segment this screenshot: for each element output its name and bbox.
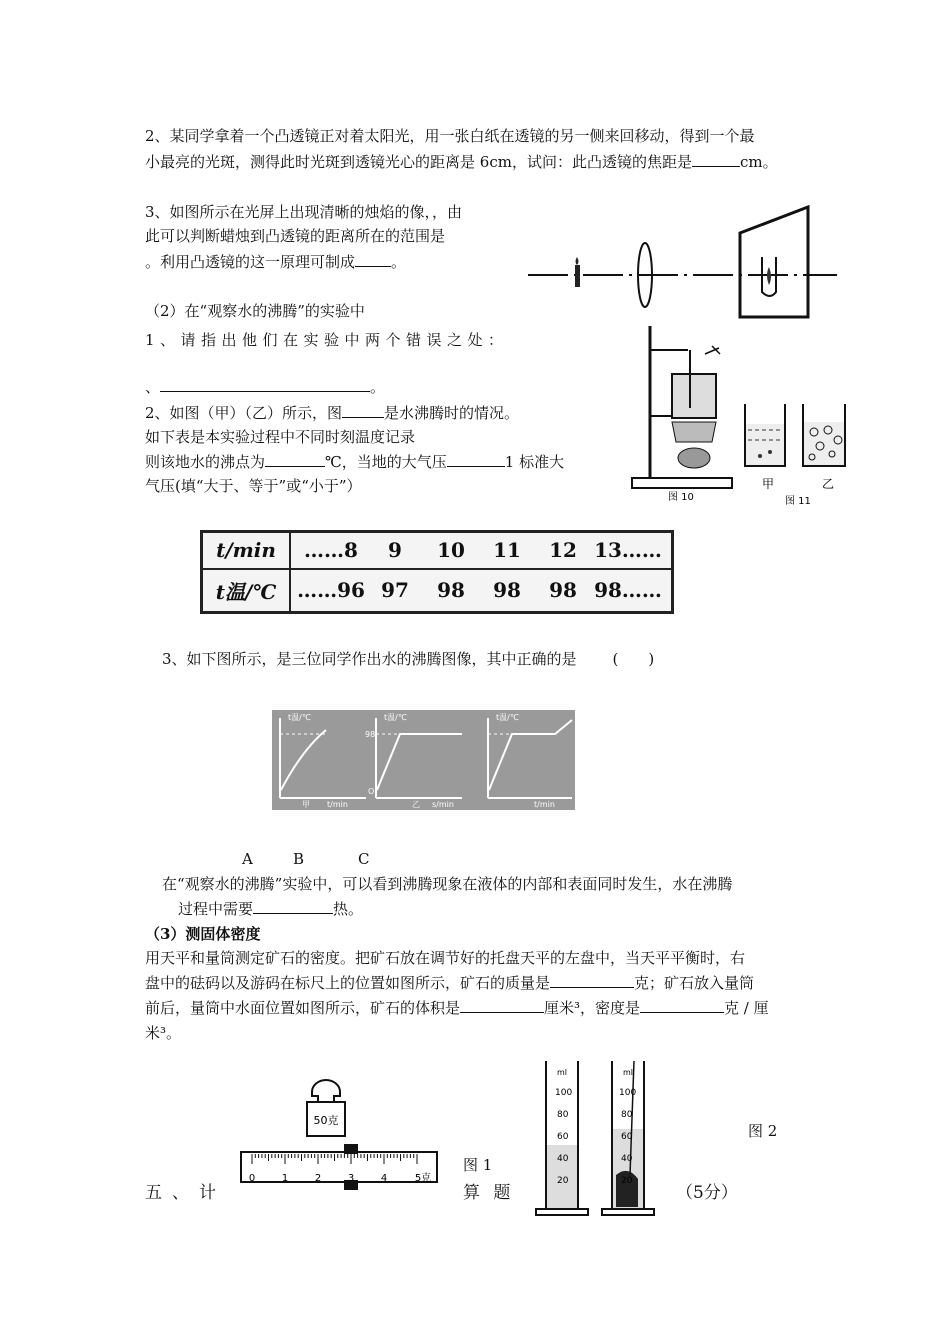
svg-text:t/min: t/min: [534, 800, 555, 809]
section5-heading-a: 五、计: [145, 1183, 226, 1203]
section3-line4: 米³。: [145, 1024, 182, 1042]
screen-icon: [740, 207, 808, 317]
answer-blank[interactable]: [460, 997, 544, 1013]
section2-q2c: 如下表是本实验过程中不同时刻温度记录: [145, 428, 416, 446]
q3-line2: 此可以判断蜡烛到凸透镜的距离所在的范围是: [145, 227, 446, 245]
table-cell: ……8: [304, 538, 358, 563]
answer-blank[interactable]: [342, 402, 384, 418]
boiling-apparatus-figure: [628, 318, 740, 508]
q3-end: 。: [391, 253, 407, 271]
answer-blank[interactable]: [355, 251, 391, 267]
section2-title: （2）在“观察水的沸腾”的实验中: [145, 302, 365, 320]
table-cell: 13……: [594, 538, 662, 563]
table-cell: 97: [381, 578, 409, 603]
section2-q1-answer: 、 。: [145, 378, 386, 396]
table-cell: 98: [549, 578, 577, 603]
beakers-figure: [740, 400, 855, 508]
table-cell: 98……: [594, 578, 662, 603]
answer-blank[interactable]: [550, 972, 634, 988]
svg-text:ml: ml: [623, 1068, 634, 1077]
section3-title: （3）测固体密度: [145, 925, 261, 943]
answer-blank[interactable]: [253, 898, 333, 914]
svg-text:O: O: [368, 787, 375, 796]
candle-icon: [575, 265, 580, 287]
svg-text:s/min: s/min: [432, 800, 454, 809]
svg-text:80: 80: [621, 1110, 633, 1120]
svg-text:100: 100: [619, 1088, 637, 1098]
table-values-time: [290, 532, 673, 569]
svg-text:60: 60: [621, 1132, 633, 1142]
answer-blank[interactable]: [160, 376, 370, 392]
answer-blank[interactable]: [265, 451, 325, 467]
q2-text: 小最亮的光斑，测得此时光斑到透镜光心的距离是 6cm，试问：此凸透镜的焦距是: [145, 153, 692, 171]
section5-score: （5分）: [676, 1183, 738, 1203]
fig11-label: 图 11: [785, 496, 811, 507]
beaker-label-right: 乙: [822, 477, 835, 491]
temperature-table: [200, 530, 674, 614]
section2-q1: 1、请指出他们在实验中两个错误之处：: [145, 331, 509, 349]
svg-text:40: 40: [621, 1154, 633, 1164]
table-values-temp: [290, 569, 673, 613]
fig1-label: 图 1: [463, 1156, 493, 1174]
table-cell: 10: [437, 538, 465, 563]
beaker-label-left: 甲: [762, 477, 775, 491]
measuring-cylinders-figure: [530, 1055, 662, 1220]
table-cell: 11: [493, 538, 521, 563]
table-header-temp: t温/℃: [202, 569, 291, 613]
section2-q2: 2、如图（甲）（乙）所示，图 是水沸腾时的情况。: [145, 404, 520, 422]
q2-unit: cm。: [739, 153, 778, 171]
svg-text:甲: 甲: [302, 800, 310, 809]
balance-scale-figure: [238, 1070, 440, 1192]
choice-c[interactable]: C: [358, 850, 370, 868]
fig2-label: 图 2: [748, 1122, 778, 1140]
table-cell: 9: [388, 538, 402, 563]
answer-paren[interactable]: ( ): [612, 650, 655, 668]
section3-line1: 用天平和量筒测定矿石的密度。把矿石放在调节好的托盘天平的左盘中，当天平平衡时，右: [145, 949, 746, 967]
q3b-text: 3、如下图所示，是三位同学作出水的沸腾图像，其中正确的是 ( ): [162, 650, 655, 668]
svg-text:t温/℃: t温/℃: [288, 713, 311, 722]
svg-text:80: 80: [557, 1110, 569, 1120]
choice-b[interactable]: B: [293, 850, 305, 868]
svg-text:0: 0: [248, 1173, 256, 1184]
svg-text:100: 100: [555, 1088, 573, 1098]
table-cell: 98: [437, 578, 465, 603]
table-cell: ……96: [297, 578, 365, 603]
cylinder-after: [602, 1061, 654, 1215]
section5-heading-b: 算 题: [463, 1183, 515, 1203]
svg-text:t温/℃: t温/℃: [496, 713, 519, 722]
svg-text:t/min: t/min: [327, 800, 348, 809]
svg-text:4: 4: [380, 1173, 388, 1184]
table-row: [202, 532, 673, 569]
section2-q2g: 气压(填“大于、等于”或“小于”）: [145, 477, 362, 495]
q3-line3: [145, 251, 406, 273]
answer-blank[interactable]: [692, 151, 740, 167]
weight-label: 50克: [313, 1114, 339, 1127]
svg-text:60: 60: [557, 1132, 569, 1142]
svg-text:40: 40: [557, 1154, 569, 1164]
lens-diagram: [525, 205, 840, 320]
table-cell: 12: [549, 538, 577, 563]
answer-blank[interactable]: [447, 451, 505, 467]
q2-line1: 2、某同学拿着一个凸透镜正对着太阳光，用一张白纸在透镜的另一侧来回移动，得到一个最: [145, 127, 755, 145]
svg-text:ml: ml: [557, 1068, 568, 1077]
rider-icon: [344, 1144, 358, 1154]
svg-text:20: 20: [557, 1176, 569, 1186]
table-header-time: t/min: [202, 532, 291, 569]
svg-text:98: 98: [365, 730, 376, 739]
svg-text:5克: 5克: [414, 1173, 432, 1184]
boiling-line1: 在“观察水的沸腾”实验中，可以看到沸腾现象在液体的内部和表面同时发生，水在沸腾: [162, 875, 733, 893]
fig10-label: 图 10: [668, 492, 694, 503]
section3-line3: 前后，量筒中水面位置如图所示，矿石的体积是 厘米³，密度是 克 / 厘: [145, 999, 769, 1017]
svg-text:20: 20: [621, 1176, 633, 1186]
table-row: [202, 569, 673, 613]
q3-line1: 3、如图所示在光屏上出现清晰的烛焰的像，，由: [145, 203, 463, 221]
choice-a[interactable]: A: [242, 850, 253, 868]
cylinder-before: [536, 1061, 588, 1215]
section3-line2: 盘中的砝码以及游码在标尺上的位置如图所示，矿石的质量是 克；矿石放入量筒: [145, 974, 755, 992]
weight-icon: [312, 1080, 340, 1102]
boiling-line2: 过程中需要 热。: [178, 900, 364, 918]
table-cell: 98: [493, 578, 521, 603]
section2-q2d: 则该地水的沸点为 ℃，当地的大气压 1 标准大: [145, 453, 565, 471]
svg-text:t温/℃: t温/℃: [384, 713, 407, 722]
q2-line2: [145, 151, 778, 173]
boiling-graphs: [272, 710, 575, 810]
svg-text:1: 1: [281, 1173, 289, 1184]
svg-text:乙: 乙: [412, 800, 420, 809]
svg-text:3: 3: [347, 1173, 355, 1184]
svg-text:2: 2: [314, 1173, 322, 1184]
q3-text: 。利用凸透镜的这一原理可制成: [145, 253, 356, 271]
answer-blank[interactable]: [640, 997, 724, 1013]
